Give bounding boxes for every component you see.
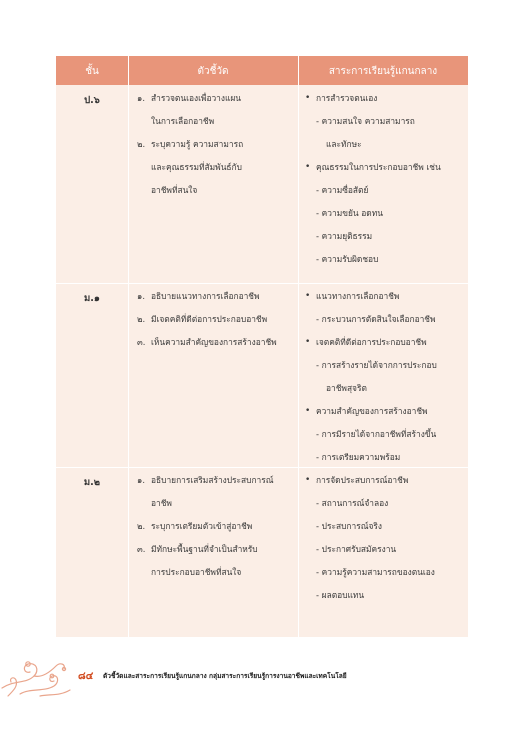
indicator-line [137,308,297,331]
indicator-line [137,469,297,492]
indicator-number: ๒. [137,521,146,531]
core-bullet-item: • แนวทางการเลือกอาชีพ [304,285,468,308]
core-bullet-item: • คุณธรรมในการประกอบอาชีพ เช่น [304,156,468,179]
column-divider [128,56,129,637]
row-divider [56,283,468,284]
core-sub-item: - สถานการณ์จำลอง [316,498,389,508]
indicator-text: ระบุความรู้ ความสามารถ [151,139,244,149]
grade-cell: ป.๖ [84,95,100,106]
core-sub-item: อาชีพสุจริต [326,383,367,393]
core-bullet-item: • การสำรวจตนเอง [304,87,468,110]
indicator-text: ระบุการเตรียมตัวเข้าสู่อาชีพ [151,521,253,531]
indicator-line [137,87,297,110]
header-core-content: สาระการเรียนรู้แกนกลาง [328,66,438,77]
indicator-text: อาชีพที่สนใจ [151,185,198,195]
grade-cell: ม.๒ [83,477,101,488]
header-grade: ชั้น [85,66,99,77]
indicator-text: การประกอบอาชีพที่สนใจ [151,567,242,577]
core-sub-item: - ความซื่อสัตย์ [316,185,369,195]
indicator-line [137,179,297,202]
core-sub-item: - ประกาศรับสมัครงาน [316,544,397,554]
core-sub-item: - ความยุติธรรม [316,231,373,241]
core-content-list [304,469,468,607]
indicator-line [137,156,297,179]
core-sub-item: - การเตรียมความพร้อม [316,452,401,462]
core-sub-item: - ความรู้ความสามารถของตนเอง [316,567,435,577]
indicator-text: อธิบายแนวทางการเลือกอาชีพ [151,291,260,301]
core-sub-item: - กระบวนการตัดสินใจเลือกอาชีพ [316,314,436,324]
core-bullet-item: • ความสำคัญของการสร้างอาชีพ [304,400,468,423]
indicator-text: มีเจตคติที่ดีต่อการประกอบอาชีพ [151,314,268,324]
indicator-line [137,331,297,354]
indicator-number: ๓. [137,337,146,347]
floral-ornament-icon [0,650,72,700]
core-sub-item: - ความสนใจ ความสามารถ [316,116,415,126]
core-sub-item: - การมีรายได้จากอาชีพที่สร้างขึ้น [316,429,437,439]
column-divider [298,56,299,637]
indicator-number: ๒. [137,314,146,324]
indicator-number: ๑. [137,291,145,301]
indicator-text: มีทักษะพื้นฐานที่จำเป็นสำหรับ [151,544,258,554]
footer-title: ตัวชี้วัดและสาระการเรียนรู้แกนกลาง กลุ่มสาระการเรียนรู้การงานอาชีพและเทคโนโลยี [103,672,347,680]
indicator-number: ๓. [137,544,146,554]
indicator-list [137,469,297,584]
indicator-line [137,133,297,156]
curriculum-table [56,56,468,637]
indicator-number: ๒. [137,139,146,149]
table-header [56,56,468,85]
indicator-line [137,538,297,561]
core-bullet-item: • การจัดประสบการณ์อาชีพ [304,469,468,492]
grade-cell: ม.๑ [84,293,100,304]
indicator-list [137,285,297,354]
indicator-line [137,561,297,584]
indicator-text: อธิบายการเสริมสร้างประสบการณ์ [151,475,274,485]
indicator-number: ๑. [137,93,145,103]
page-number: ๘๔ [78,671,94,682]
core-sub-item: - ผลตอบแทน [316,590,365,600]
core-content-list [304,87,468,271]
indicator-line [137,492,297,515]
indicator-line [137,515,297,538]
core-sub-item: และทักษะ [326,139,362,149]
indicator-text: ในการเลือกอาชีพ [151,116,215,126]
core-sub-item: - การสร้างรายได้จากการประกอบ [316,360,437,370]
indicator-line [137,285,297,308]
core-sub-item: - ประสบการณ์จริง [316,521,382,531]
core-bullet-item: • เจตคติที่ดีต่อการประกอบอาชีพ [304,331,468,354]
indicator-text: อาชีพ [151,498,172,508]
indicator-number: ๑. [137,475,145,485]
indicator-text: สำรวจตนเองเพื่อวางแผน [151,93,242,103]
indicator-line [137,110,297,133]
header-indicators: ตัวชี้วัด [197,66,229,77]
indicator-list [137,87,297,202]
core-sub-item: - ความรับผิดชอบ [316,254,379,264]
indicator-text: และคุณธรรมที่สัมพันธ์กับ [151,162,242,172]
core-content-list [304,285,468,469]
core-sub-item: - ความขยัน อดทน [316,208,383,218]
indicator-text: เห็นความสำคัญของการสร้างอาชีพ [151,337,277,347]
